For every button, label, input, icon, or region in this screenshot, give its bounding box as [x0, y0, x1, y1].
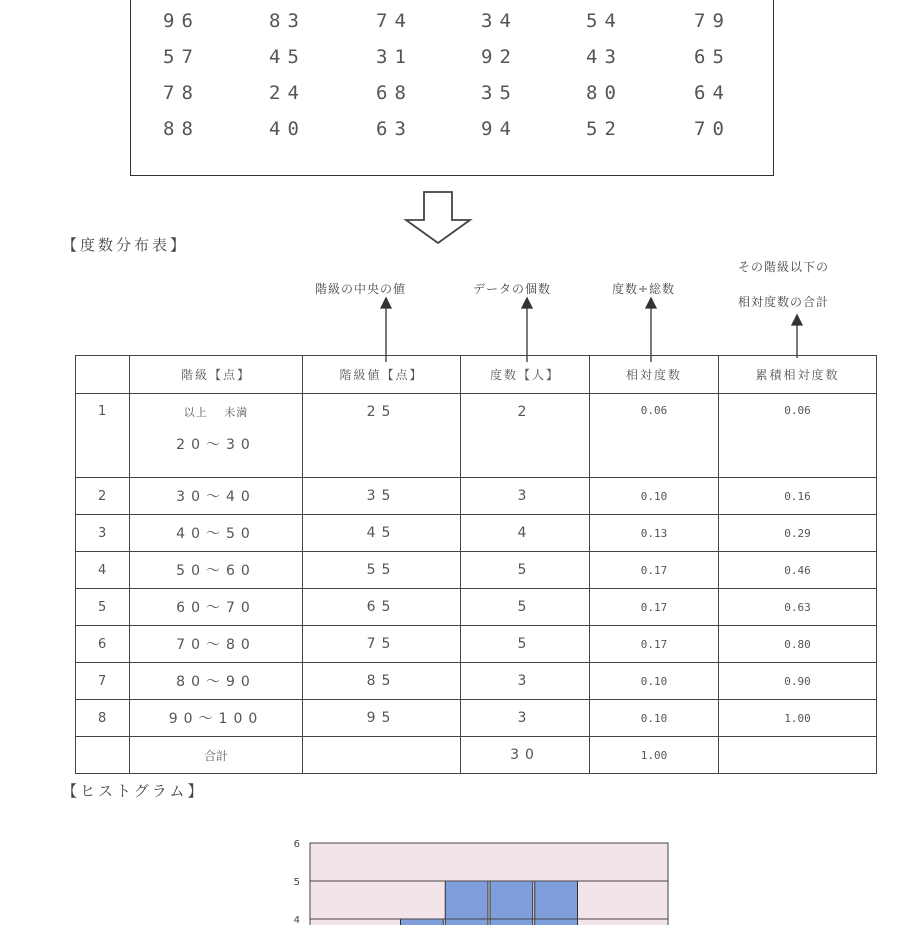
relative: 0.10 — [590, 663, 719, 700]
header-class-mark: 階級値【点】 — [303, 356, 461, 394]
cumulative: 0.90 — [719, 663, 877, 700]
table-row — [76, 515, 877, 552]
cumulative: 1.00 — [719, 700, 877, 737]
total-label: 合計 — [130, 737, 303, 774]
histogram-bar — [490, 881, 533, 925]
table-row — [76, 700, 877, 737]
raw-data-cell: 43 — [586, 46, 623, 68]
relative: 0.06 — [590, 394, 719, 478]
raw-data-cell: 64 — [694, 82, 731, 104]
class-range: 90～100 — [130, 700, 303, 737]
frequency: 3 — [461, 478, 590, 515]
table-total-row — [76, 737, 877, 774]
relative: 0.13 — [590, 515, 719, 552]
plot-area — [310, 843, 668, 925]
cumulative: 0.16 — [719, 478, 877, 515]
raw-data-cell: 31 — [376, 46, 413, 68]
histogram-bar — [445, 881, 488, 925]
row-no: 8 — [76, 700, 130, 737]
frequency: 5 — [461, 626, 590, 663]
header-frequency: 度数【人】 — [461, 356, 590, 394]
annotation-relative: 度数÷総数 — [612, 282, 676, 296]
relative: 0.17 — [590, 626, 719, 663]
class-label: 以上 未満 — [183, 406, 249, 419]
cumulative: 0.46 — [719, 552, 877, 589]
raw-data-cell: 40 — [269, 118, 306, 140]
raw-data-cell: 78 — [163, 82, 200, 104]
total-relative: 1.00 — [590, 737, 719, 774]
raw-data-cell: 24 — [269, 82, 306, 104]
raw-data-cell: 79 — [694, 10, 731, 32]
header-relative: 相対度数 — [590, 356, 719, 394]
relative: 0.10 — [590, 700, 719, 737]
raw-data-cell: 63 — [376, 118, 413, 140]
class-range: 20～30 — [176, 437, 256, 453]
class-mark: 85 — [303, 663, 461, 700]
raw-data-cell: 88 — [163, 118, 200, 140]
raw-data-cell: 45 — [269, 46, 306, 68]
relative: 0.17 — [590, 552, 719, 589]
raw-data-cell: 74 — [376, 10, 413, 32]
class-range: 30～40 — [130, 478, 303, 515]
raw-data-cell: 80 — [586, 82, 623, 104]
frequency-table — [75, 355, 877, 774]
row-no: 5 — [76, 589, 130, 626]
raw-data-cell: 52 — [586, 118, 623, 140]
row-no: 6 — [76, 626, 130, 663]
class-range: 40～50 — [130, 515, 303, 552]
class-range: 50～60 — [130, 552, 303, 589]
row-no: 4 — [76, 552, 130, 589]
cumulative: 0.80 — [719, 626, 877, 663]
y-tick-label: 4 — [293, 915, 300, 925]
raw-data-cell: 92 — [481, 46, 518, 68]
y-tick-label: 6 — [293, 839, 300, 850]
annotation-cumulative-line2: 相対度数の合計 — [738, 295, 830, 309]
class-mark: 35 — [303, 478, 461, 515]
histogram-chart — [280, 830, 680, 925]
raw-data-cell: 35 — [481, 82, 518, 104]
class-range: 80～90 — [130, 663, 303, 700]
total-empty-no — [76, 737, 130, 774]
table-row — [76, 589, 877, 626]
class-mark: 55 — [303, 552, 461, 589]
histogram-title: 【ヒストグラム】 — [62, 782, 206, 800]
row-no: 1 — [76, 394, 130, 478]
class-range: 70～80 — [130, 626, 303, 663]
class-mark: 75 — [303, 626, 461, 663]
frequency: 5 — [461, 552, 590, 589]
total-frequency: 30 — [461, 737, 590, 774]
total-empty-mark — [303, 737, 461, 774]
row-no: 3 — [76, 515, 130, 552]
frequency: 5 — [461, 589, 590, 626]
relative: 0.17 — [590, 589, 719, 626]
class-mark: 95 — [303, 700, 461, 737]
raw-data-cell: 34 — [481, 10, 518, 32]
table-row — [76, 394, 877, 478]
frequency: 4 — [461, 515, 590, 552]
annotation-cumulative-line1: その階級以下の — [738, 260, 830, 274]
raw-data-cell: 57 — [163, 46, 200, 68]
histogram-bar — [535, 881, 578, 925]
frequency: 3 — [461, 663, 590, 700]
class-mark: 25 — [303, 394, 461, 478]
y-tick-label: 5 — [293, 877, 300, 888]
row-no: 7 — [76, 663, 130, 700]
class-range: 60～70 — [130, 589, 303, 626]
table-row — [76, 478, 877, 515]
raw-data-cell: 68 — [376, 82, 413, 104]
frequency: 2 — [461, 394, 590, 478]
raw-data-cell: 54 — [586, 10, 623, 32]
table-row — [76, 626, 877, 663]
header-cumulative: 累積相対度数 — [719, 356, 877, 394]
cumulative: 0.63 — [719, 589, 877, 626]
annotation-arrows — [0, 0, 920, 400]
raw-data-cell: 94 — [481, 118, 518, 140]
raw-data-cell: 70 — [694, 118, 731, 140]
header-no — [76, 356, 130, 394]
raw-data-cell: 96 — [163, 10, 200, 32]
table-row — [76, 663, 877, 700]
raw-data-cell: 83 — [269, 10, 306, 32]
table-header-row — [76, 356, 877, 394]
relative: 0.10 — [590, 478, 719, 515]
cumulative: 0.29 — [719, 515, 877, 552]
total-empty-cumulative — [719, 737, 877, 774]
class-mark: 65 — [303, 589, 461, 626]
header-class: 階級【点】 — [130, 356, 303, 394]
frequency-table-title: 【度数分布表】 — [62, 236, 189, 254]
row-no: 2 — [76, 478, 130, 515]
raw-data-cell: 65 — [694, 46, 731, 68]
annotation-class-mark: 階級の中央の値 — [315, 282, 407, 296]
cumulative: 0.06 — [719, 394, 877, 478]
class-mark: 45 — [303, 515, 461, 552]
frequency: 3 — [461, 700, 590, 737]
annotation-frequency: データの個数 — [473, 282, 552, 296]
class-cell — [130, 394, 303, 478]
table-row — [76, 552, 877, 589]
